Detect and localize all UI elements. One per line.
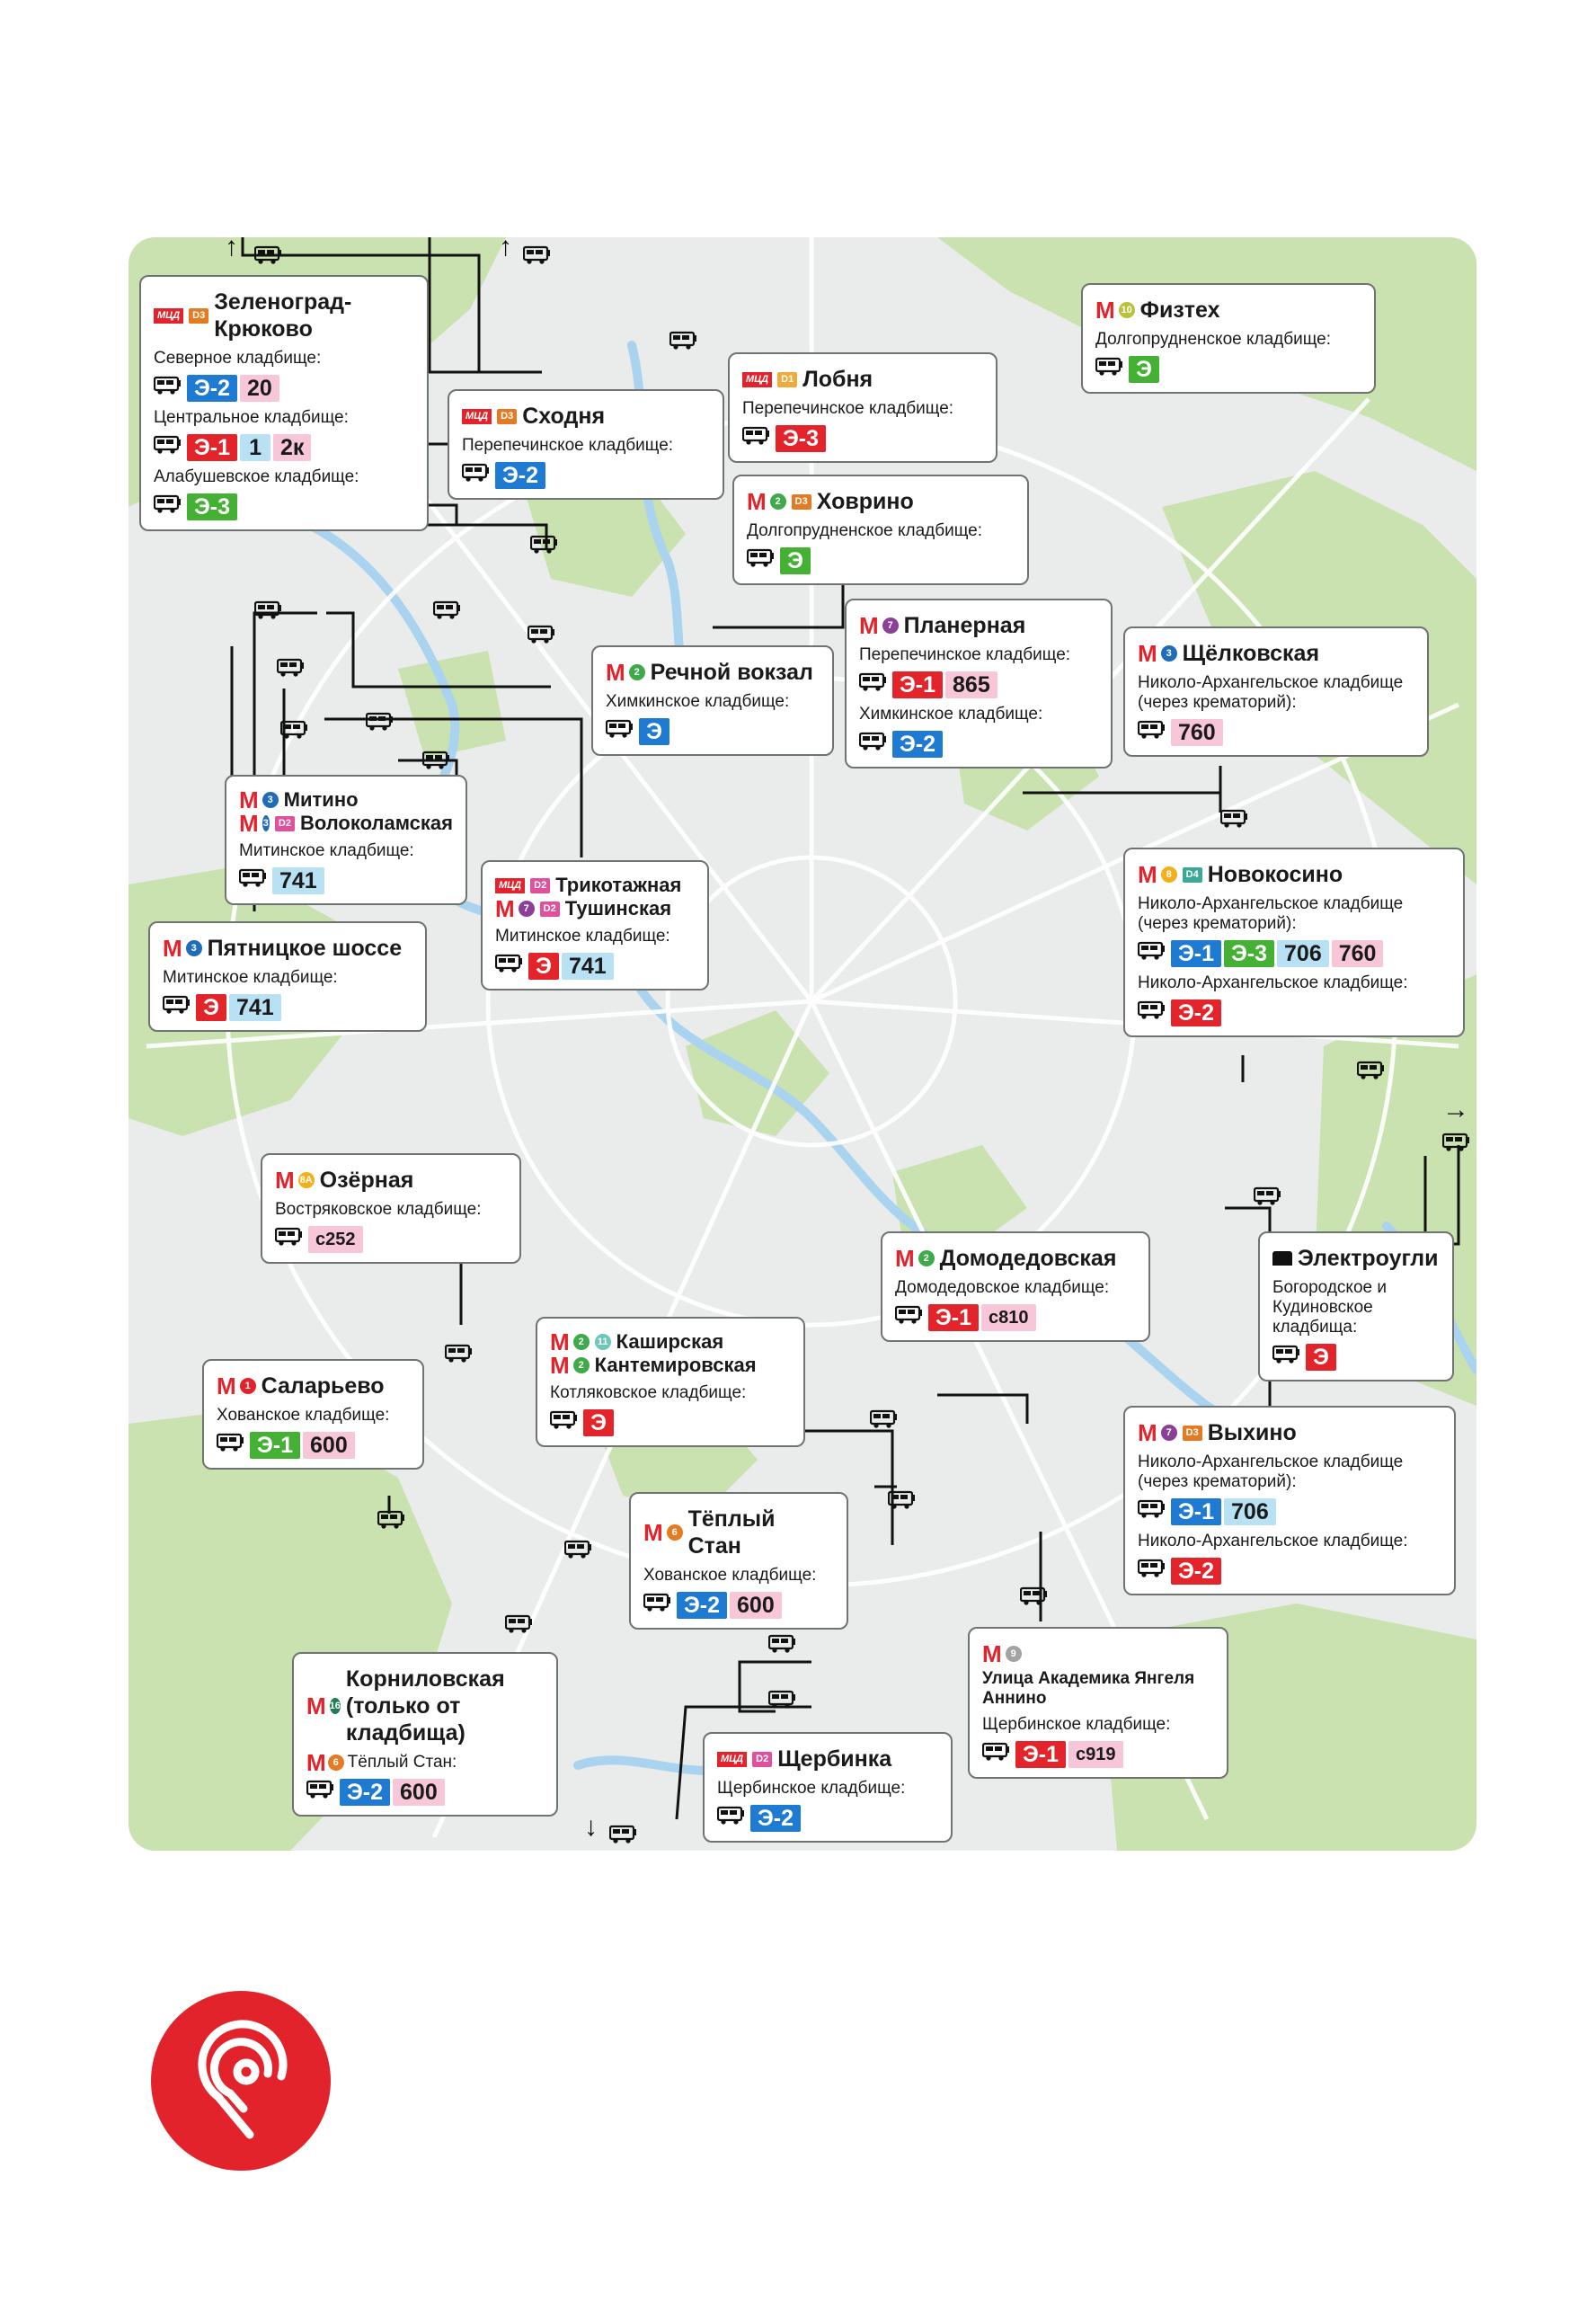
- route-chip[interactable]: 600: [730, 1592, 782, 1619]
- station-title: M 7 D2 Тушинская: [495, 895, 672, 922]
- mcd-line-icon: D2: [540, 902, 560, 917]
- mcd-line-icon: D3: [792, 494, 811, 510]
- route-chip[interactable]: 865: [945, 671, 998, 698]
- cemetery-label: Химкинское кладбище:: [859, 705, 1043, 724]
- station-card-shcherbinka[interactable]: [703, 1732, 953, 1843]
- route-chip[interactable]: 20: [240, 375, 279, 402]
- route-chip[interactable]: Э-2: [495, 462, 545, 489]
- metro-line-icon: 8А: [298, 1172, 315, 1188]
- cemetery-label: Котляковское кладбище:: [550, 1383, 747, 1402]
- bus-icon: [982, 1742, 1013, 1766]
- route-list: [747, 546, 1015, 574]
- cemetery-label: Перепечинское кладбище:: [742, 399, 954, 418]
- route-chip[interactable]: Э-2: [1171, 999, 1221, 1026]
- cemetery-label: Николо-Архангельское кладбище (через крематорий):: [1138, 673, 1404, 712]
- station-title: M 8А Озёрная: [275, 1167, 414, 1194]
- cemetery-label: Центральное кладбище:: [154, 408, 349, 427]
- bus-stop-icon: [377, 1510, 404, 1532]
- bus-stop-icon: [254, 600, 281, 622]
- route-chip[interactable]: Э-3: [776, 425, 826, 452]
- route-list: [1138, 999, 1450, 1026]
- station-title: M 2 Домодедовская: [895, 1245, 1117, 1272]
- route-list: [606, 717, 820, 745]
- metro-line-icon: 2: [573, 1357, 590, 1373]
- train-icon: [1272, 1251, 1292, 1266]
- bus-stop-icon: [870, 1409, 897, 1431]
- route-list: [217, 1431, 410, 1459]
- station-title: M 10 Физтех: [1095, 297, 1220, 324]
- metro-icon: M: [895, 1245, 913, 1272]
- mcd-icon: МЦД: [154, 308, 183, 324]
- mcd-line-icon: D1: [777, 372, 797, 387]
- metro-line-icon: 2: [629, 664, 645, 680]
- station-card-zelenograd[interactable]: [139, 275, 429, 531]
- cemetery-label: Митинское кладбище:: [495, 927, 670, 946]
- cemetery-label: Долгопрудненское кладбище:: [1095, 330, 1332, 349]
- cemetery-label: Долгопрудненское кладбище:: [747, 521, 983, 540]
- station-title: M 2 Речной вокзал: [606, 659, 813, 686]
- route-list: [275, 1225, 507, 1253]
- route-list: [154, 493, 414, 520]
- route-list: [550, 1408, 791, 1436]
- metro-line-icon: 9: [1006, 1646, 1022, 1662]
- route-list: [306, 1778, 544, 1806]
- bus-icon: [239, 868, 270, 893]
- route-chip[interactable]: с810: [981, 1304, 1036, 1331]
- station-title: M 3 Пятницкое шоссе: [163, 935, 403, 962]
- mcd-icon: МЦД: [462, 409, 492, 424]
- cemetery-label: Щербинское кладбище:: [982, 1715, 1171, 1734]
- route-chip[interactable]: Э-1: [1171, 1498, 1221, 1525]
- bus-stop-icon: [528, 625, 554, 646]
- route-chip[interactable]: 706: [1277, 940, 1329, 967]
- metro-line-icon: 3: [186, 940, 202, 956]
- station-card-shchelkovskaya[interactable]: [1123, 626, 1429, 757]
- bus-stop-icon: [1442, 1133, 1469, 1154]
- route-list: [154, 433, 414, 461]
- route-chip[interactable]: с919: [1068, 1741, 1123, 1768]
- station-title: M 16 Корниловская (только от кладбища): [306, 1666, 505, 1746]
- station-title: M 6 Тёплый Стан: [643, 1506, 776, 1559]
- station-title: M 2 11 Каширская: [550, 1328, 724, 1355]
- metro-line-icon: 16: [330, 1698, 341, 1714]
- station-card-lobnya[interactable]: [728, 352, 998, 463]
- route-chip[interactable]: Э: [639, 718, 669, 745]
- bus-icon: [747, 548, 777, 573]
- route-chip[interactable]: 706: [1224, 1498, 1276, 1525]
- route-chip[interactable]: 741: [562, 953, 614, 980]
- cemetery-label: Щербинское кладбище:: [717, 1779, 906, 1798]
- route-chip[interactable]: Э: [1306, 1344, 1336, 1371]
- bus-stop-icon: [768, 1634, 795, 1656]
- station-title: M 2 D3 Ховрино: [747, 488, 914, 515]
- cemetery-label: Северное кладбище:: [154, 349, 322, 368]
- bus-stop-icon: [1020, 1586, 1047, 1608]
- route-chip[interactable]: с252: [308, 1226, 363, 1253]
- bus-icon: [462, 463, 492, 487]
- route-chip[interactable]: 741: [272, 867, 324, 894]
- metro-line-icon: 2: [918, 1250, 935, 1266]
- cemetery-label: Николо-Архангельское кладбище:: [1138, 1532, 1408, 1550]
- route-chip[interactable]: 600: [393, 1779, 445, 1806]
- metro-line-icon: 8: [1161, 866, 1177, 883]
- bus-stop-icon: [669, 331, 696, 352]
- metro-icon: M: [306, 1749, 324, 1776]
- station-title: M 3 D2 Волоколамская: [239, 810, 453, 837]
- arrow-up-icon: ↑: [499, 232, 512, 262]
- cemetery-label: Алабушевское кладбище:: [154, 467, 359, 486]
- bus-icon: [1095, 357, 1126, 381]
- bus-icon: [1138, 1559, 1168, 1583]
- station-title: МЦД D3 Зеленоград-Крюково: [154, 289, 414, 342]
- route-chip[interactable]: Э-1: [928, 1304, 979, 1331]
- station-card-trikotazhnaya[interactable]: [481, 860, 709, 991]
- metro-icon: M: [1138, 640, 1156, 667]
- route-list: [717, 1804, 938, 1832]
- arrow-down-icon: ↓: [584, 1812, 598, 1842]
- route-chip[interactable]: 760: [1171, 719, 1223, 746]
- bus-stop-icon: [422, 751, 449, 772]
- cemetery-label: Перепечинское кладбище:: [859, 645, 1071, 664]
- metro-line-icon: 3: [1161, 645, 1177, 662]
- route-chip[interactable]: Э-2: [340, 1779, 390, 1806]
- route-chip[interactable]: Э-2: [677, 1592, 727, 1619]
- route-list: [154, 374, 414, 402]
- route-chip[interactable]: Э-3: [1224, 940, 1274, 967]
- bus-icon: [1272, 1345, 1303, 1369]
- metro-icon: M: [550, 1328, 568, 1355]
- metro-line-icon: 7: [519, 901, 535, 917]
- route-chip[interactable]: 1: [240, 434, 270, 461]
- route-chip[interactable]: Э-2: [187, 375, 237, 402]
- cemetery-label: M 6 Тёплый Стан:: [306, 1749, 457, 1776]
- bus-icon: [275, 1227, 306, 1251]
- bus-stop-icon: [523, 245, 550, 267]
- station-title: Электроугли: [1272, 1245, 1440, 1272]
- mcd-line-icon: D3: [1183, 1426, 1202, 1441]
- bus-icon: [1138, 1499, 1168, 1524]
- bus-stop-icon: [888, 1490, 915, 1512]
- metro-icon: M: [982, 1640, 1000, 1667]
- route-list: [1095, 355, 1361, 383]
- mcd-line-icon: D2: [752, 1752, 772, 1767]
- route-list: [859, 730, 1098, 758]
- station-card-elektrougli[interactable]: [1258, 1231, 1454, 1381]
- station-card-rechnoy[interactable]: [591, 645, 834, 756]
- route-list: [859, 671, 1098, 698]
- station-card-khovrino[interactable]: [732, 475, 1029, 585]
- mcd-line-icon: D3: [497, 409, 517, 424]
- mcd-icon: МЦД: [717, 1752, 747, 1767]
- station-title: M 1 Саларьево: [217, 1373, 385, 1399]
- station-title: M 7 Планерная: [859, 612, 1026, 639]
- cemetery-label: Митинское кладбище:: [239, 841, 414, 860]
- metro-icon: M: [306, 1692, 324, 1719]
- station-card-skhodnya[interactable]: [448, 389, 724, 500]
- station-card-planernaya[interactable]: [845, 599, 1113, 768]
- station-card-novokosino[interactable]: [1123, 848, 1465, 1037]
- arrow-up-icon: ↑: [225, 232, 238, 262]
- route-list: [742, 424, 983, 452]
- station-title: M 3 Митино: [239, 786, 359, 813]
- bus-stop-icon: [1254, 1186, 1281, 1208]
- metro-icon: M: [1095, 297, 1113, 324]
- metro-line-icon: 3: [262, 815, 270, 831]
- bus-stop-icon: [768, 1690, 795, 1711]
- bus-icon: [1138, 1000, 1168, 1025]
- bus-stop-icon: [1220, 809, 1247, 831]
- route-list: [1138, 939, 1450, 967]
- cemetery-label: Николо-Архангельское кладбище:: [1138, 973, 1408, 992]
- bus-icon: [154, 376, 184, 400]
- bus-stop-icon: [530, 535, 557, 556]
- metro-icon: M: [275, 1167, 293, 1194]
- metro-icon: M: [606, 659, 624, 686]
- bus-icon: [306, 1780, 337, 1804]
- bus-icon: [1138, 720, 1168, 744]
- cemetery-label: Богородское и Кудиновское кладбища:: [1272, 1278, 1387, 1337]
- bus-icon: [895, 1305, 926, 1329]
- mcd-line-icon: D4: [1183, 867, 1202, 883]
- route-list: [1138, 1497, 1441, 1525]
- route-chip[interactable]: Э-2: [1171, 1558, 1221, 1585]
- bus-icon: [217, 1433, 247, 1457]
- bus-stop-icon: [609, 1825, 636, 1846]
- metro-icon: M: [1138, 1419, 1156, 1446]
- metro-icon: M: [239, 786, 257, 813]
- bus-stop-icon: [564, 1540, 591, 1561]
- metro-line-icon: 11: [595, 1334, 611, 1350]
- metro-line-icon: 1: [240, 1378, 256, 1394]
- cemetery-label: Николо-Архангельское кладбище (через крематорий):: [1138, 894, 1404, 933]
- route-chip[interactable]: Э-2: [892, 731, 943, 758]
- bus-icon: [163, 995, 193, 1019]
- moscow-transport-logo: [151, 1991, 331, 2171]
- bus-icon: [606, 719, 636, 743]
- metro-line-icon: 2: [573, 1334, 590, 1350]
- route-list: [1138, 718, 1414, 746]
- mcd-line-icon: D3: [189, 308, 208, 324]
- bus-icon: [1138, 941, 1168, 965]
- route-chip[interactable]: Э-1: [1015, 1741, 1066, 1768]
- bus-stop-icon: [280, 720, 307, 742]
- station-card-domodedovskaya[interactable]: [881, 1231, 1150, 1342]
- route-list: [239, 866, 453, 894]
- metro-icon: M: [163, 935, 181, 962]
- bus-icon: [643, 1593, 674, 1617]
- station-card-pyatnitskoe[interactable]: [148, 921, 427, 1032]
- metro-icon: M: [495, 895, 513, 922]
- route-chip[interactable]: Э-2: [750, 1805, 801, 1832]
- cemetery-label: Перепечинское кладбище:: [462, 436, 674, 455]
- station-title: M 7 D3 Выхино: [1138, 1419, 1297, 1446]
- metro-line-icon: 2: [770, 493, 786, 510]
- station-card-ozernaya[interactable]: [261, 1153, 521, 1264]
- metro-icon: M: [1138, 861, 1156, 888]
- station-title: МЦД D2 Щербинка: [717, 1746, 938, 1772]
- route-list: [495, 952, 695, 980]
- bus-icon: [717, 1806, 748, 1830]
- station-title: M 3 Щёлковская: [1138, 640, 1320, 667]
- station-card-yangel[interactable]: [968, 1627, 1228, 1779]
- station-title: M 2 Кантемировская: [550, 1352, 757, 1379]
- metro-line-icon: 3: [262, 792, 279, 808]
- cemetery-label: Хованское кладбище:: [217, 1406, 390, 1425]
- bus-icon: [742, 426, 773, 450]
- metro-icon: M: [859, 612, 877, 639]
- route-list: [1138, 1557, 1441, 1585]
- station-title: M 8 D4 Новокосино: [1138, 861, 1343, 888]
- route-list: [895, 1303, 1136, 1331]
- bus-icon: [154, 494, 184, 519]
- metro-icon: M: [217, 1373, 235, 1399]
- station-card-korniloskaya[interactable]: [292, 1652, 558, 1817]
- bus-icon: [495, 954, 526, 978]
- route-chip[interactable]: Э-1: [187, 434, 237, 461]
- route-chip[interactable]: Э-1: [892, 671, 943, 698]
- cemetery-label: Митинское кладбище:: [163, 968, 338, 987]
- bus-stop-icon: [277, 658, 304, 680]
- station-title: МЦД D3 Сходня: [462, 403, 710, 430]
- cemetery-label: Домодедовское кладбище:: [895, 1278, 1110, 1297]
- mcd-icon: МЦД: [742, 372, 772, 387]
- route-chip[interactable]: 741: [229, 994, 281, 1021]
- station-card-mitino[interactable]: [225, 775, 467, 905]
- route-chip[interactable]: 600: [303, 1432, 355, 1459]
- mcd-line-icon: D2: [530, 878, 550, 893]
- metro-icon: M: [747, 488, 765, 515]
- station-title: МЦД D1 Лобня: [742, 366, 983, 393]
- route-chip[interactable]: Э-1: [250, 1432, 300, 1459]
- cemetery-label: Химкинское кладбище:: [606, 692, 790, 711]
- route-list: [643, 1591, 834, 1619]
- route-chip[interactable]: Э: [583, 1409, 614, 1436]
- station-card-teply_stan[interactable]: [629, 1492, 848, 1630]
- arrow-right-icon: →: [1442, 1095, 1469, 1124]
- cemetery-label: Николо-Архангельское кладбище (через крематорий):: [1138, 1453, 1404, 1491]
- station-subname: Улица Академика Янгеля Аннино: [982, 1669, 1195, 1708]
- metro-line-icon: 10: [1119, 302, 1135, 318]
- route-list: [1272, 1343, 1440, 1371]
- mcd-icon: МЦД: [495, 878, 525, 893]
- metro-icon: M: [643, 1519, 661, 1546]
- station-title: МЦД D2 Трикотажная: [495, 874, 695, 897]
- station-card-vykhino[interactable]: [1123, 1406, 1456, 1595]
- station-card-kashirskaya[interactable]: [536, 1317, 805, 1447]
- metro-line-icon: 7: [882, 617, 899, 634]
- route-chip[interactable]: Э-1: [1171, 940, 1221, 967]
- route-list: [982, 1740, 1214, 1768]
- route-chip[interactable]: 760: [1332, 940, 1384, 967]
- metro-line-icon: 6: [328, 1755, 344, 1771]
- bus-stop-icon: [254, 245, 281, 267]
- bus-icon: [859, 672, 890, 697]
- route-chip[interactable]: Э: [1129, 356, 1159, 383]
- mcd-line-icon: D2: [275, 816, 295, 831]
- bus-icon: [859, 732, 890, 756]
- metro-icon: M: [239, 810, 257, 837]
- route-chip[interactable]: Э: [196, 994, 226, 1021]
- station-card-fiztekh[interactable]: [1081, 283, 1376, 394]
- bus-stop-icon: [1357, 1061, 1384, 1082]
- metro-line-icon: 6: [667, 1524, 683, 1541]
- route-chip[interactable]: Э: [528, 953, 559, 980]
- route-chip[interactable]: Э: [780, 547, 811, 574]
- route-chip[interactable]: Э-3: [187, 493, 237, 520]
- station-title: [982, 1640, 1214, 1667]
- station-card-salaryevo[interactable]: [202, 1359, 424, 1470]
- bus-icon: [154, 435, 184, 459]
- bus-icon: [550, 1410, 581, 1435]
- metro-icon: M: [550, 1352, 568, 1379]
- bus-stop-icon: [433, 600, 460, 622]
- route-chip[interactable]: 2к: [273, 434, 311, 461]
- bus-stop-icon: [445, 1344, 472, 1365]
- cemetery-label: Востряковское кладбище:: [275, 1200, 482, 1219]
- bus-stop-icon: [366, 712, 393, 733]
- bus-stop-icon: [505, 1614, 532, 1636]
- cemetery-label: Хованское кладбище:: [643, 1566, 817, 1585]
- metro-line-icon: 7: [1161, 1425, 1177, 1441]
- route-list: [163, 993, 412, 1021]
- route-list: [462, 461, 710, 489]
